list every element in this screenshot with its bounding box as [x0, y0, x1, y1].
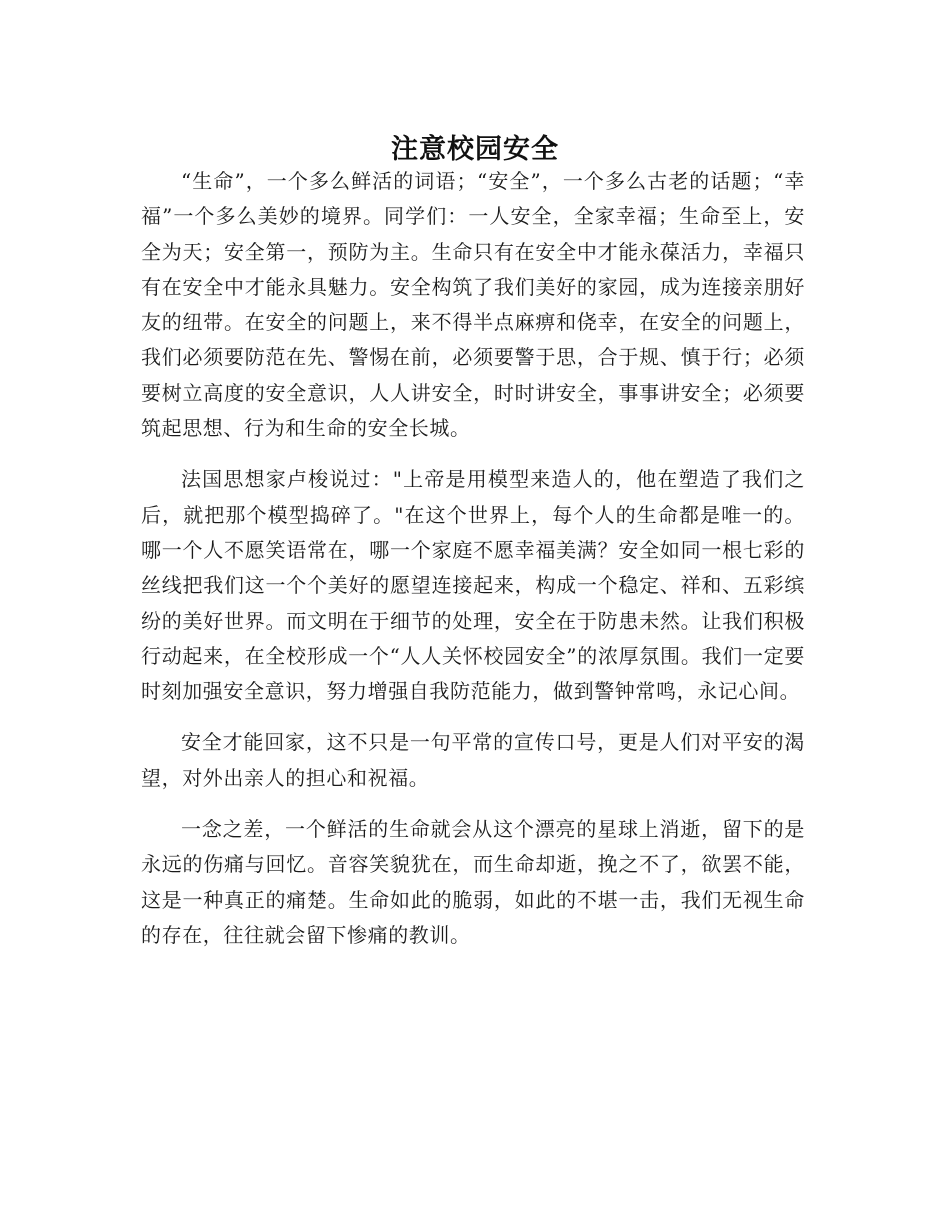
document-body: [141, 164, 805, 969]
paragraph-2: 法国思想家卢梭说过："上帝是用模型来造人的，他在塑造了我们之后，就把那个模型捣碎了。"在这个世界上，每个人的生命都是唯一的。哪一个人不愿笑语常在，哪一个家庭不愿幸福美满？安全如同一根七彩的丝线把我们这一个个美好的愿望连接起来，构成一个稳定、祥和、五彩缤纷的美好世界。而文明在于细节的处理，安全在于防患未然。让我们积极行动起来，在全校形成一个“人人关怀校园安全”的浓厚氛围。我们一定要时刻加强安全意识，努力增强自我防范能力，做到警钟常鸣，永记心间。: [141, 467, 805, 704]
paragraph-4: 一念之差，一个鲜活的生命就会从这个漂亮的星球上消逝，留下的是永远的伤痛与回忆。音容笑貌犹在，而生命却逝，挽之不了，欲罢不能，这是一种真正的痛楚。生命如此的脆弱，如此的不堪一击，我们无视生命的存在，往往就会留下惨痛的教训。: [141, 817, 805, 947]
paragraph-1: “生命”，一个多么鲜活的词语；“安全”，一个多么古老的话题；“幸福”一个多么美妙的境界。同学们：一人安全，全家幸福；生命至上，安全为天；安全第一，预防为主。生命只有在安全中才能永葆活力，幸福只有在安全中才能永具魅力。安全构筑了我们美好的家园，成为连接亲朋好友的纽带。在安全的问题上，来不得半点麻痹和侥幸，在安全的问题上，我们必须要防范在先、警惕在前，必须要警于思，合于规、慎于行；必须要树立高度的安全意识，人人讲安全，时时讲安全，事事讲安全；必须要筑起思想、行为和生命的安全长城。: [141, 169, 805, 441]
paragraph-3: 安全才能回家，这不只是一句平常的宣传口号，更是人们对平安的渴望，对外出亲人的担心和祝福。: [141, 730, 805, 790]
document-title: 注意校园安全: [391, 134, 559, 166]
